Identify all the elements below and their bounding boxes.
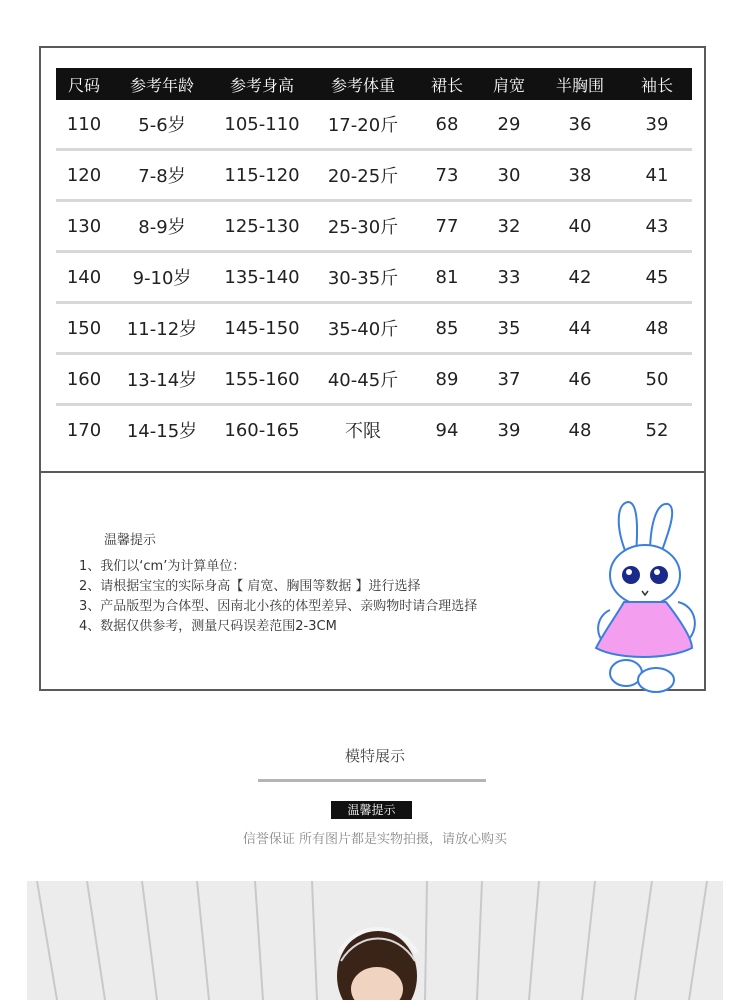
cell: 14-15岁 bbox=[126, 421, 198, 442]
cell: 30-35斤 bbox=[312, 252, 414, 303]
cell: 7-8岁 bbox=[112, 150, 212, 201]
tips-list bbox=[79, 557, 477, 637]
cell: 160 bbox=[56, 354, 112, 405]
cell: 不限 bbox=[345, 421, 381, 442]
cell: 29 bbox=[480, 100, 538, 150]
tips-title: 温馨提示 bbox=[104, 533, 157, 548]
header-skirt-length: 裙长 bbox=[414, 68, 480, 100]
cell: 135-140 bbox=[212, 252, 312, 303]
section-underline bbox=[258, 779, 486, 782]
cell: 48 bbox=[622, 303, 692, 354]
size-chart-frame bbox=[39, 46, 706, 691]
cell: 170 bbox=[66, 419, 102, 441]
cell: 48 bbox=[568, 419, 592, 441]
header-age: 参考年龄 bbox=[112, 68, 212, 100]
cell: 20-25斤 bbox=[312, 150, 414, 201]
table-row bbox=[56, 354, 692, 405]
notice-badge: 温馨提示 bbox=[331, 801, 412, 819]
cell: 33 bbox=[480, 252, 538, 303]
cell: 140 bbox=[56, 252, 112, 303]
header-height: 参考身高 bbox=[212, 68, 312, 100]
cell: 45 bbox=[622, 252, 692, 303]
cell: 36 bbox=[538, 100, 622, 150]
cell: 160-165 bbox=[224, 419, 300, 441]
table-row bbox=[56, 100, 692, 150]
cell: 39 bbox=[497, 419, 521, 441]
cell: 130 bbox=[56, 201, 112, 252]
cell: 115-120 bbox=[212, 150, 312, 201]
cell: 120 bbox=[56, 150, 112, 201]
cell: 42 bbox=[538, 252, 622, 303]
cell: 125-130 bbox=[212, 201, 312, 252]
cell: 81 bbox=[414, 252, 480, 303]
table-row bbox=[56, 303, 692, 354]
header-weight: 参考体重 bbox=[312, 68, 414, 100]
list-item: 4、数据仅供参考，测量尺码误差范围2-3CM bbox=[79, 619, 337, 634]
cell: 37 bbox=[480, 354, 538, 405]
header-size: 尺码 bbox=[56, 68, 112, 100]
cell: 52 bbox=[645, 419, 669, 441]
list-item: 3、产品版型为合体型、因南北小孩的体型差异、亲购物时请合理选择 bbox=[79, 599, 478, 614]
notice-text: 信誉保证 所有图片都是实物拍摄，请放心购买 bbox=[242, 832, 508, 847]
cell: 13-14岁 bbox=[112, 354, 212, 405]
table-header-row bbox=[56, 68, 692, 100]
cell: 68 bbox=[414, 100, 480, 150]
cell: 39 bbox=[622, 100, 692, 150]
cell: 73 bbox=[414, 150, 480, 201]
header-shoulder: 肩宽 bbox=[480, 68, 538, 100]
cell: 105-110 bbox=[212, 100, 312, 150]
frame-divider bbox=[41, 471, 704, 473]
cell: 38 bbox=[538, 150, 622, 201]
cell: 44 bbox=[538, 303, 622, 354]
cell: 46 bbox=[538, 354, 622, 405]
model-photo bbox=[27, 881, 723, 1000]
table-row bbox=[56, 405, 692, 455]
cell: 145-150 bbox=[212, 303, 312, 354]
cell: 5-6岁 bbox=[112, 100, 212, 150]
size-table bbox=[56, 68, 692, 454]
cell: 94 bbox=[435, 419, 459, 441]
cell: 17-20斤 bbox=[312, 100, 414, 150]
cell: 150 bbox=[56, 303, 112, 354]
header-sleeve: 袖长 bbox=[622, 68, 692, 100]
cell: 43 bbox=[622, 201, 692, 252]
model-section-title: 模特展示 bbox=[344, 747, 405, 765]
cell: 77 bbox=[414, 201, 480, 252]
cell: 35-40斤 bbox=[312, 303, 414, 354]
cell: 40 bbox=[538, 201, 622, 252]
header-half-chest: 半胸围 bbox=[538, 68, 622, 100]
list-item: 1、我们以‘cm’为计算单位： bbox=[79, 559, 246, 574]
model-photo-image bbox=[27, 881, 723, 1000]
cell: 11-12岁 bbox=[112, 303, 212, 354]
cell: 155-160 bbox=[212, 354, 312, 405]
cell: 32 bbox=[480, 201, 538, 252]
cell: 8-9岁 bbox=[112, 201, 212, 252]
cell: 25-30斤 bbox=[312, 201, 414, 252]
cell: 50 bbox=[622, 354, 692, 405]
table-row bbox=[56, 252, 692, 303]
cell: 85 bbox=[414, 303, 480, 354]
cell: 35 bbox=[480, 303, 538, 354]
cell: 30 bbox=[480, 150, 538, 201]
list-item: 2、请根据宝宝的实际身高【 肩宽、胸围等数据 】进行选择 bbox=[79, 579, 421, 594]
cell: 9-10岁 bbox=[112, 252, 212, 303]
bunny-illustration-icon bbox=[588, 498, 698, 698]
cell: 89 bbox=[414, 354, 480, 405]
table-row bbox=[56, 201, 692, 252]
cell: 110 bbox=[56, 100, 112, 150]
table-row bbox=[56, 150, 692, 201]
cell: 41 bbox=[622, 150, 692, 201]
cell: 40-45斤 bbox=[312, 354, 414, 405]
